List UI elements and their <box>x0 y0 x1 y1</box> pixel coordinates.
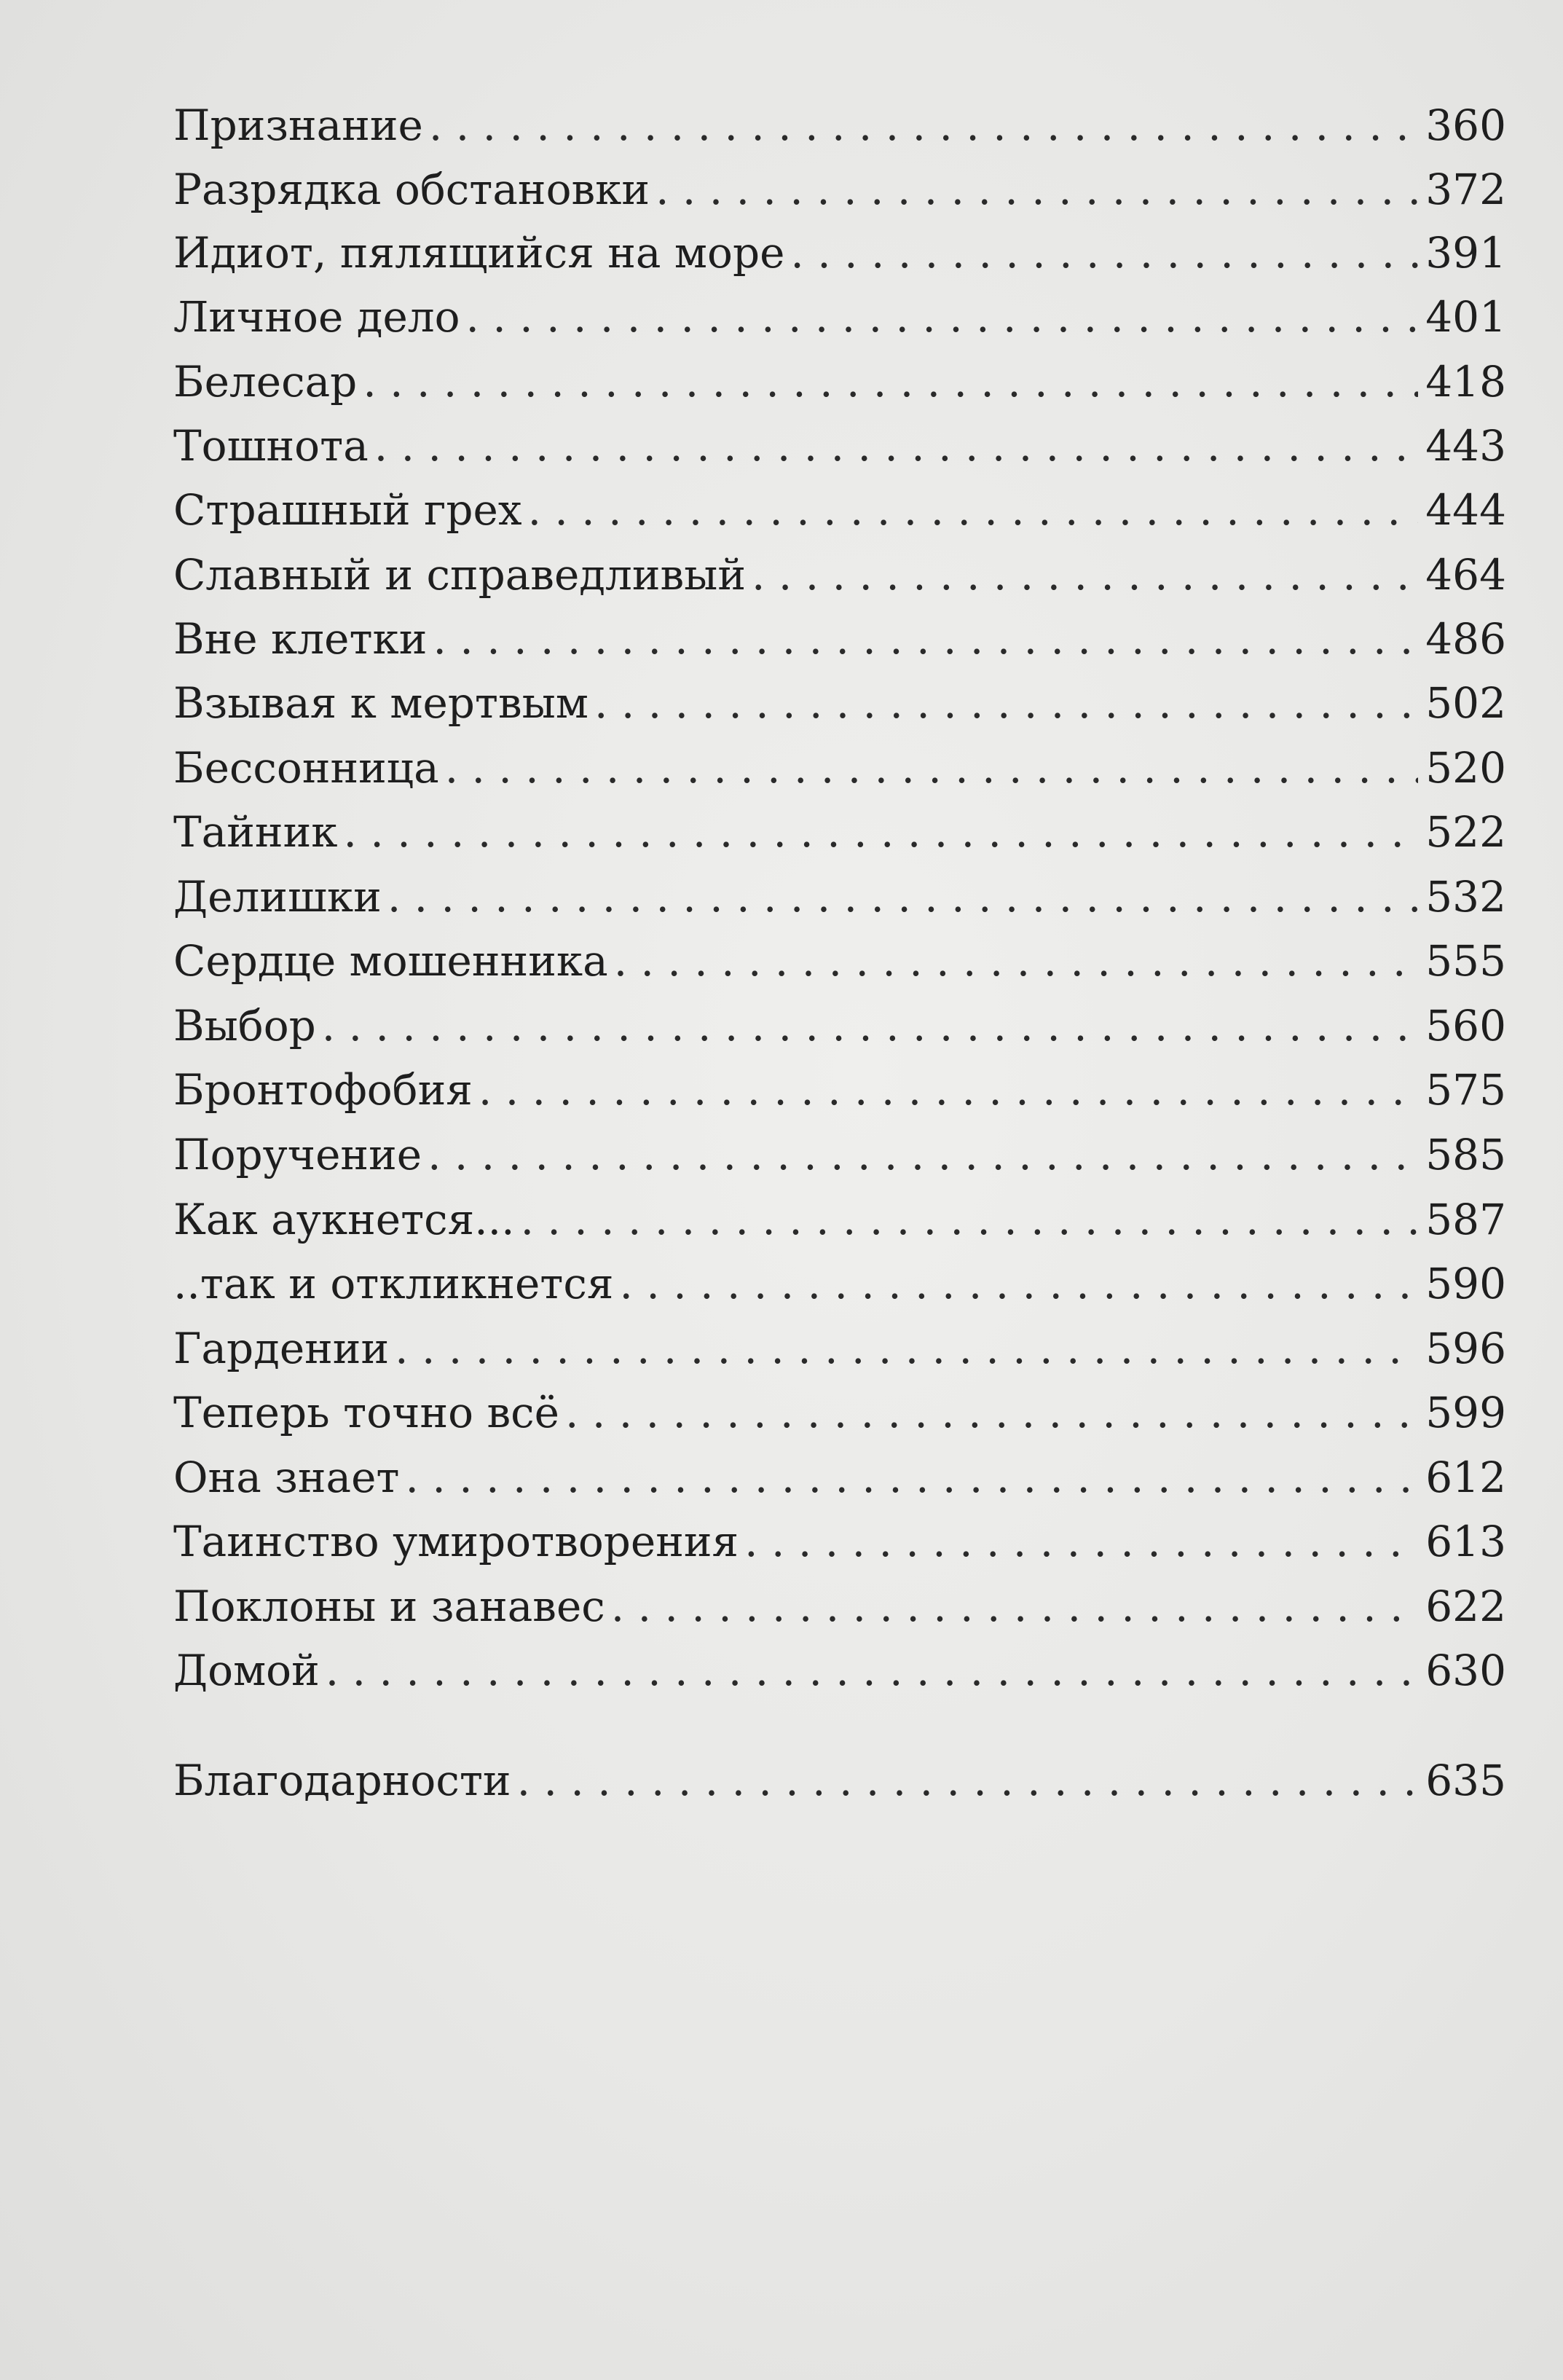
toc-entry-page: 401 <box>1425 292 1506 342</box>
dot-leader <box>466 292 1419 342</box>
toc-entry-title: Как аукнется... <box>173 1195 515 1244</box>
dot-leader <box>619 1259 1418 1308</box>
toc-entry-title: Поручение <box>173 1130 422 1179</box>
toc-entry-page: 444 <box>1425 485 1506 535</box>
toc-entry <box>173 1756 1506 1814</box>
toc-entry-page: 522 <box>1425 807 1506 857</box>
toc-entry-title: Поклоны и занавес <box>173 1582 605 1631</box>
toc-entry <box>173 1646 1506 1704</box>
dot-leader <box>479 1065 1418 1115</box>
toc-entry <box>173 614 1506 672</box>
dot-leader <box>528 485 1419 535</box>
toc-entry <box>173 1130 1506 1188</box>
toc-entry-page: 443 <box>1425 421 1506 471</box>
toc-entry-page: 630 <box>1425 1646 1506 1695</box>
toc-entry <box>173 101 1506 159</box>
toc-entry-title: Она знает <box>173 1453 400 1502</box>
dot-leader <box>744 1517 1418 1566</box>
toc-entry-title: Бронтофобия <box>173 1065 473 1115</box>
toc-entry-title: Белесар <box>173 357 358 407</box>
dot-leader <box>322 1001 1419 1050</box>
toc-entry-page: 372 <box>1425 165 1506 214</box>
toc-entry-title: ..так и откликнется <box>173 1259 614 1308</box>
toc-entry <box>173 1453 1506 1511</box>
toc-entry <box>173 165 1506 223</box>
toc-entry-page: 635 <box>1425 1756 1506 1805</box>
toc-entry-page: 464 <box>1425 550 1506 600</box>
toc-entry-page: 599 <box>1425 1388 1506 1437</box>
toc-entry-title: Разрядка обстановки <box>173 165 650 214</box>
toc-entry-title: Признание <box>173 101 423 150</box>
toc-entry-page: 560 <box>1425 1001 1506 1050</box>
dot-leader <box>363 357 1418 407</box>
toc-entry <box>173 1259 1506 1317</box>
toc-entry-title: Сердце мошенника <box>173 936 608 986</box>
toc-entry-title: Идиот, пялящийся на море <box>173 228 785 278</box>
toc-entry-page: 520 <box>1425 743 1506 793</box>
toc-entry-title: Бессонница <box>173 743 439 793</box>
toc-entry-page: 391 <box>1425 228 1506 278</box>
toc-entry-title: Домой <box>173 1646 320 1695</box>
toc-entry-title: Делишки <box>173 872 382 922</box>
toc-entry-page: 532 <box>1425 872 1506 922</box>
dot-leader <box>752 550 1418 600</box>
dot-leader <box>374 421 1419 471</box>
toc-entry-title: Славный и справедливый <box>173 550 746 600</box>
dot-leader <box>428 1130 1418 1179</box>
toc-entry-title: Страшный грех <box>173 485 522 535</box>
dot-leader <box>344 807 1419 857</box>
dot-leader <box>790 228 1418 278</box>
toc-entry <box>173 292 1506 350</box>
toc-entry-page: 596 <box>1425 1324 1506 1373</box>
toc-entry <box>173 357 1506 415</box>
toc-entry-title: Теперь точно всё <box>173 1388 559 1437</box>
dot-leader <box>326 1646 1419 1695</box>
dot-leader <box>445 743 1419 793</box>
toc-entry <box>173 678 1506 737</box>
toc-entry-page: 360 <box>1425 101 1506 150</box>
dot-leader <box>611 1582 1419 1631</box>
toc-entry-title: Личное дело <box>173 292 460 342</box>
toc-entry-title: Взывая к мертвым <box>173 678 588 728</box>
toc-entry <box>173 485 1506 543</box>
dot-leader <box>517 1756 1419 1805</box>
toc-entry <box>173 228 1506 286</box>
toc-entry-page: 486 <box>1425 614 1506 664</box>
toc-entry <box>173 936 1506 994</box>
dot-leader <box>521 1195 1419 1244</box>
toc-entry-page: 590 <box>1425 1259 1506 1308</box>
toc-entry-title: Выбор <box>173 1001 316 1050</box>
toc-entry-page: 502 <box>1425 678 1506 728</box>
dot-leader <box>655 165 1418 214</box>
dot-leader <box>429 101 1418 150</box>
toc-entry <box>173 1001 1506 1059</box>
dot-leader <box>433 614 1418 664</box>
toc-entry-page: 622 <box>1425 1582 1506 1631</box>
toc-entry-title: Вне клетки <box>173 614 428 664</box>
toc-entry-page: 575 <box>1425 1065 1506 1115</box>
toc-entry-page: 585 <box>1425 1130 1506 1179</box>
toc-entry-page: 555 <box>1425 936 1506 986</box>
toc-entry <box>173 421 1506 479</box>
toc-entry <box>173 1324 1506 1382</box>
dot-leader <box>594 678 1418 728</box>
toc-entry <box>173 1195 1506 1253</box>
toc-entry <box>173 807 1506 865</box>
toc-entry-title: Тошнота <box>173 421 369 471</box>
toc-entry-page: 418 <box>1425 357 1506 407</box>
toc-entry-title: Таинство умиротворения <box>173 1517 739 1566</box>
toc-entry <box>173 743 1506 801</box>
toc-entry-title: Тайник <box>173 807 338 857</box>
dot-leader <box>395 1324 1418 1373</box>
toc-entry <box>173 872 1506 930</box>
toc-entry <box>173 1517 1506 1575</box>
toc-entry-page: 612 <box>1425 1453 1506 1502</box>
toc-entry-title: Благодарности <box>173 1756 511 1805</box>
toc-entry-title: Гардении <box>173 1324 390 1373</box>
toc-entry <box>173 1582 1506 1640</box>
toc-entry-page: 613 <box>1425 1517 1506 1566</box>
dot-leader <box>614 936 1419 986</box>
toc-entry <box>173 1388 1506 1446</box>
dot-leader <box>406 1453 1419 1502</box>
dot-leader <box>565 1388 1418 1437</box>
toc-entry-page: 587 <box>1425 1195 1506 1244</box>
toc-entry <box>173 550 1506 608</box>
toc-entry <box>173 1065 1506 1123</box>
dot-leader <box>387 872 1418 922</box>
